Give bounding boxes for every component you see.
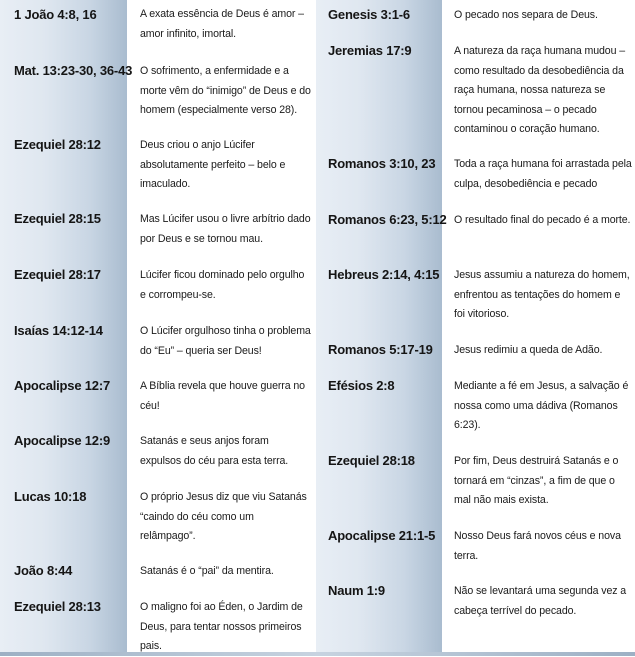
description: Jesus redimiu a queda de Adão.	[454, 344, 603, 356]
reference: Romanos 5:17-19	[328, 342, 433, 357]
description: A Bíblia revela que houve guerra no céu!	[140, 380, 305, 412]
reference: Ezequiel 28:13	[14, 599, 101, 614]
description: Deus criou o anjo Lúcifer absolutamente perfeito – belo e imaculado.	[140, 139, 286, 190]
description: A natureza da raça humana mudou – como resultado da desobediência da raça humana, nossa natureza se tornou pecaminosa – o pecado contaminou o coração humano.	[454, 45, 626, 135]
description: Não se levantará uma segunda vez a cabeça terrível do pecado.	[454, 585, 627, 617]
description: O pecado nos separa de Deus.	[454, 9, 598, 21]
description: Lúcifer ficou dominado pelo orgulho e corrompeu-se.	[140, 269, 305, 301]
reference: Romanos 3:10, 23	[328, 156, 436, 171]
reference: Romanos 6:23, 5:12	[328, 212, 447, 227]
reference: Ezequiel 28:17	[14, 267, 101, 282]
description: O Lúcifer orgulhoso tinha o problema do “Eu” – queria ser Deus!	[140, 325, 311, 357]
description: Nosso Deus fará novos céus e nova terra.	[454, 530, 621, 562]
description: Jesus assumiu a natureza do homem, enfrentou as tentações do homem e foi vitorioso.	[454, 269, 630, 320]
reference: Isaías 14:12-14	[14, 323, 103, 338]
description: Mas Lúcifer usou o livre arbítrio dado por Deus e se tornou mau.	[140, 213, 311, 245]
reference: 1 João 4:8, 16	[14, 7, 97, 22]
reference: Ezequiel 28:18	[328, 453, 415, 468]
reference: Ezequiel 28:12	[14, 137, 101, 152]
description: O resultado final do pecado é a morte.	[454, 214, 631, 226]
reference: Naum 1:9	[328, 583, 385, 598]
reference: Efésios 2:8	[328, 378, 395, 393]
reference: Genesis 3:1-6	[328, 7, 410, 22]
reference: Apocalipse 21:1-5	[328, 528, 436, 543]
right-reference-column	[316, 0, 442, 652]
description: Satanás e seus anjos foram expulsos do céu para esta terra.	[140, 435, 289, 467]
description: Por fim, Deus destruirá Satanás e o tornará em “cinzas”, a fim de que o mal não mais exista.	[454, 455, 619, 506]
reference: Jeremias 17:9	[328, 43, 412, 58]
reference: Apocalipse 12:9	[14, 433, 110, 448]
description: Mediante a fé em Jesus, a salvação é nossa como uma dádiva (Romanos 6:23).	[454, 380, 629, 431]
description: O maligno foi ao Éden, o Jardim de Deus, para tentar nossos primeiros pais.	[140, 601, 303, 652]
bottom-divider	[0, 652, 635, 656]
description: O próprio Jesus diz que viu Satanás “caindo do céu como um relâmpago”.	[140, 491, 307, 542]
reference: Hebreus 2:14, 4:15	[328, 267, 440, 282]
description: O sofrimento, a enfermidade e a morte vêm do “inimigo” de Deus e do homem (especialmente verso 28).	[140, 65, 311, 116]
reference: João 8:44	[14, 563, 73, 578]
reference: Mat. 13:23-30, 36-43	[14, 63, 133, 78]
reference: Ezequiel 28:15	[14, 211, 101, 226]
reference: Lucas 10:18	[14, 489, 87, 504]
description: A exata essência de Deus é amor – amor infinito, imortal.	[140, 8, 304, 40]
description: Toda a raça humana foi arrastada pela culpa, desobediência e pecado	[454, 158, 632, 190]
description: Satanás é o “pai” da mentira.	[140, 565, 274, 577]
reference: Apocalipse 12:7	[14, 378, 110, 393]
